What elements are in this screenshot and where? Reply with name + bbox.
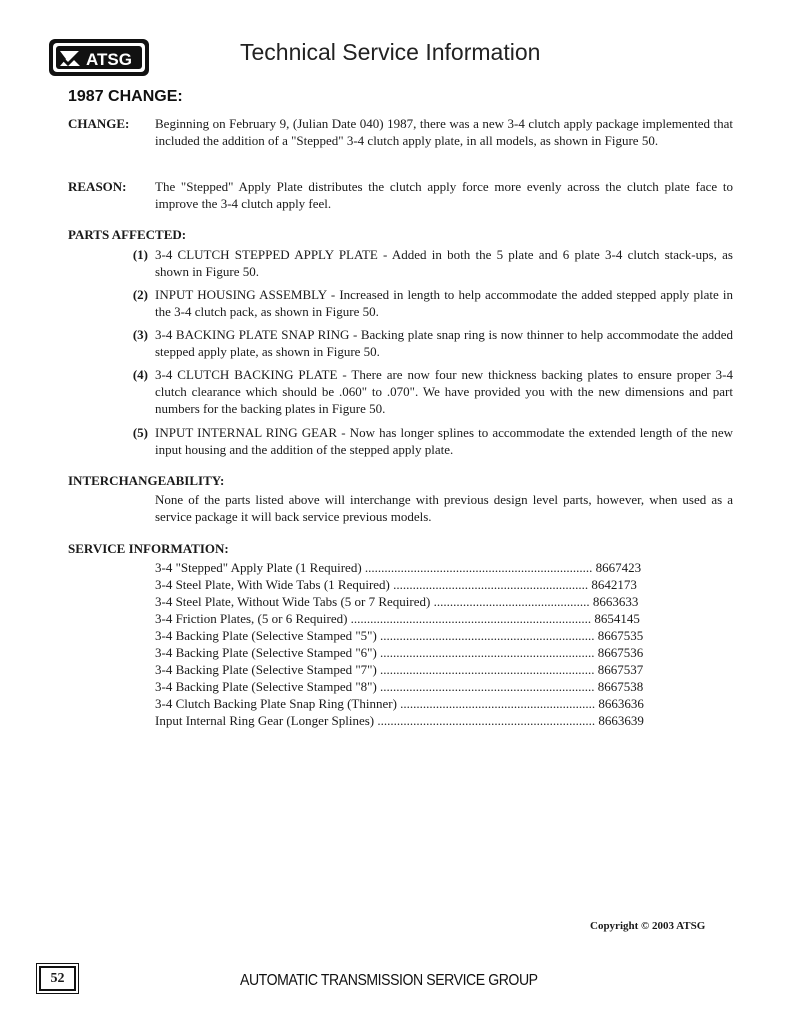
item-number: (2): [132, 287, 148, 302]
reason-text: The "Stepped" Apply Plate distributes the clutch apply force more evenly across the clutch plate face to improve the 3-4 clutch apply feel.: [155, 179, 733, 211]
item-text: 3-4 CLUTCH STEPPED APPLY PLATE - Added in both the 5 plate and 6 plate 3-4 clutch stack-ups, as shown in Figure 50.: [155, 247, 733, 279]
item-number: (1): [132, 247, 148, 262]
service-part-row: 3-4 Backing Plate (Selective Stamped "5") .................................................................. 8667535: [155, 628, 644, 643]
footer-title: AUTOMATIC TRANSMISSION SERVICE GROUP: [240, 972, 538, 989]
logo-text: ATSG: [86, 50, 132, 69]
item-text: 3-4 BACKING PLATE SNAP RING - Backing plate snap ring is now thinner to help accommodate the added stepped apply plate, as shown in Figure 50.: [155, 327, 733, 359]
service-part-row: 3-4 Backing Plate (Selective Stamped "7") .................................................................. 8667537: [155, 662, 644, 677]
service-part-row: 3-4 Steel Plate, Without Wide Tabs (5 or 7 Required) ................................................ 8663633: [155, 594, 639, 609]
interchangeability-label: INTERCHANGEABILITY:: [68, 473, 225, 488]
interchangeability-text: None of the parts listed above will interchange with previous design level parts, however, when used as a service package it will back service previous models.: [155, 492, 733, 524]
change-label: CHANGE:: [68, 116, 130, 131]
section-heading: 1987 CHANGE:: [68, 88, 183, 105]
service-part-row: 3-4 Backing Plate (Selective Stamped "8") .................................................................. 8667538: [155, 679, 644, 694]
service-part-row: 3-4 "Stepped" Apply Plate (1 Required) ...................................................................... 8667423: [155, 560, 642, 575]
item-text: INPUT INTERNAL RING GEAR - Now has longer splines to accommodate the extended length of the new input housing and the addition of the stepped apply plate.: [155, 425, 733, 457]
item-number: (4): [132, 367, 148, 382]
item-number: (3): [132, 327, 148, 342]
service-information-label: SERVICE INFORMATION:: [68, 541, 229, 556]
service-part-row: 3-4 Backing Plate (Selective Stamped "6") .................................................................. 8667536: [155, 645, 644, 660]
service-part-row: 3-4 Steel Plate, With Wide Tabs (1 Required) ............................................................ 8642173: [155, 577, 637, 592]
service-part-row: 3-4 Friction Plates, (5 or 6 Required) .......................................................................... 8654145: [155, 611, 640, 626]
page-number: 52: [39, 966, 76, 991]
service-part-row: 3-4 Clutch Backing Plate Snap Ring (Thinner) ............................................................ 8663636: [155, 696, 644, 711]
page-title: Technical Service Information: [240, 39, 541, 65]
service-part-row: Input Internal Ring Gear (Longer Splines) ................................................................... 8663639: [155, 713, 644, 728]
atsg-logo: [48, 38, 150, 77]
change-text: Beginning on February 9, (Julian Date 040) 1987, there was a new 3-4 clutch apply package implemented that included the addition of a "Stepped" 3-4 clutch apply plate, in all models, as shown in Figure 50.: [155, 116, 733, 148]
reason-label: REASON:: [68, 179, 127, 194]
item-text: INPUT HOUSING ASSEMBLY - Increased in length to help accommodate the added stepped apply plate in the 3-4 clutch pack, as shown in Figure 50.: [155, 287, 733, 319]
item-text: 3-4 CLUTCH BACKING PLATE - There are now four new thickness backing plates to ensure proper 3-4 clutch clearance which should be .060" to .070". We have provided you with the new dimensions and part numbers for the backing plates in Figure 50.: [155, 367, 733, 416]
item-number: (5): [132, 425, 148, 440]
parts-affected-label: PARTS AFFECTED:: [68, 227, 187, 242]
copyright-notice: Copyright © 2003 ATSG: [590, 920, 706, 932]
